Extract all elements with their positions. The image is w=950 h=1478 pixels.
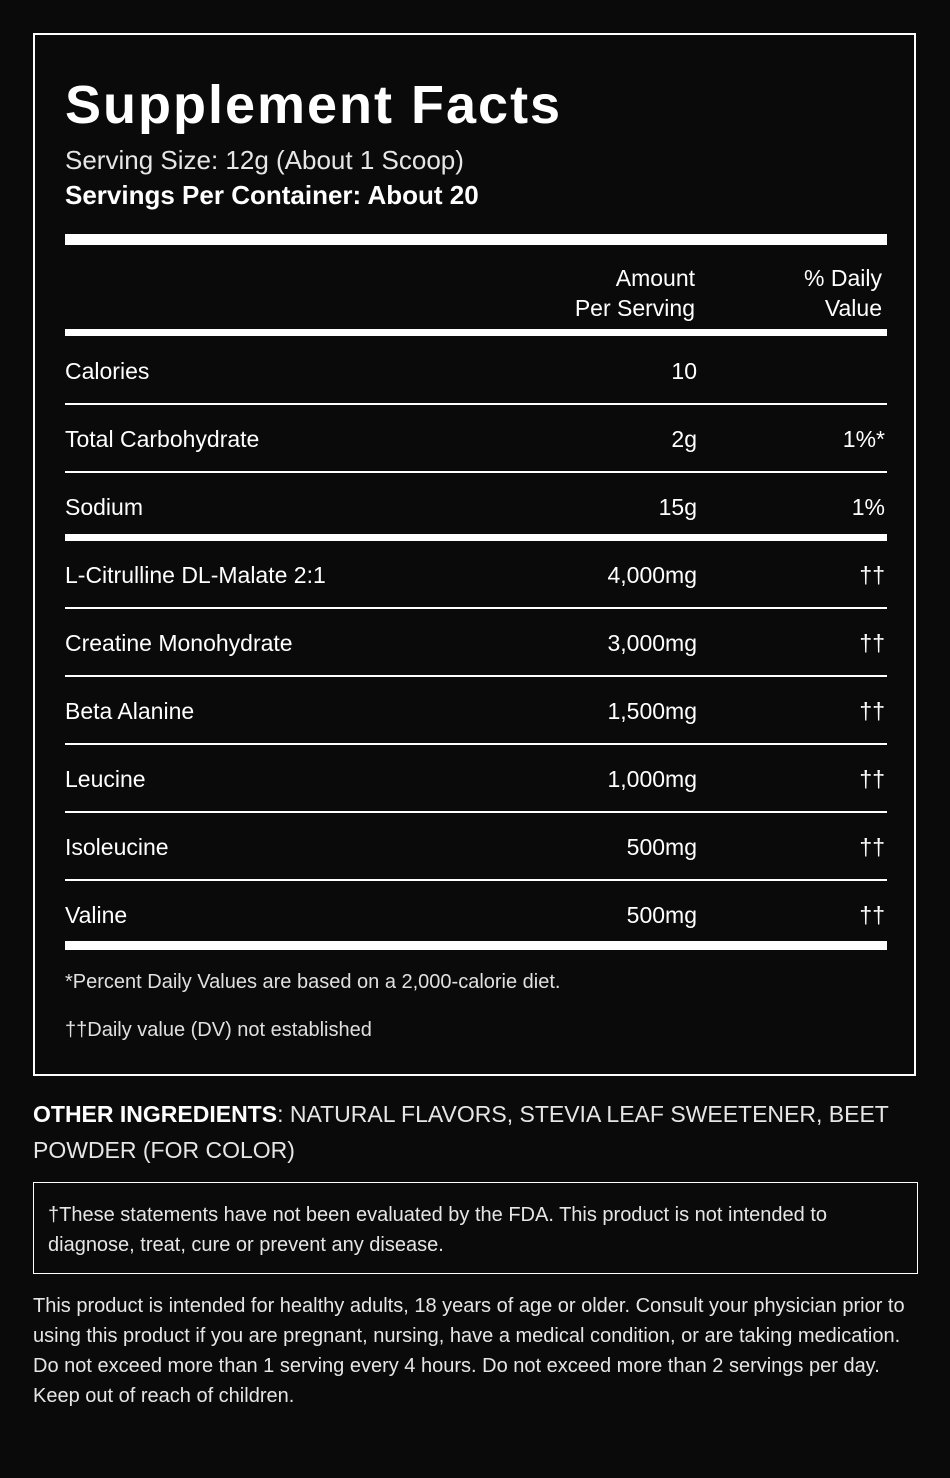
nutrient-name: Total Carbohydrate <box>65 426 260 452</box>
row-divider <box>65 471 887 473</box>
nutrient-row <box>65 474 887 540</box>
nutrient-dv: †† <box>859 562 885 588</box>
nutrient-amount: 1,500mg <box>607 698 697 724</box>
nutrient-dv: †† <box>859 766 885 792</box>
nutrient-row <box>65 678 887 744</box>
nutrient-row <box>65 406 887 472</box>
other-ingredients-text: : NATURAL FLAVORS, STEVIA LEAF SWEETENER, BEET POWDER (FOR COLOR) <box>33 1101 889 1163</box>
header-dv-line2: Value <box>824 295 882 321</box>
other-ingredients <box>33 1096 923 1168</box>
nutrient-row <box>65 882 887 948</box>
section-divider <box>65 534 887 541</box>
supplement-facts-panel <box>33 33 916 1076</box>
nutrient-amount: 15g <box>658 494 697 520</box>
row-divider <box>65 743 887 745</box>
nutrient-row <box>65 542 887 608</box>
nutrient-dv: †† <box>859 834 885 860</box>
row-divider <box>65 403 887 405</box>
dagger-footnote: ††Daily value (DV) not established <box>65 1019 372 1041</box>
header-dv-line1: % Daily <box>804 265 882 291</box>
nutrient-row <box>65 610 887 676</box>
row-divider <box>65 879 887 881</box>
thick-divider-bottom <box>65 941 887 950</box>
nutrient-dv: 1% <box>851 494 885 520</box>
daily-value-header <box>804 263 882 323</box>
nutrient-row <box>65 746 887 812</box>
nutrient-name: Isoleucine <box>65 834 169 860</box>
nutrient-amount: 1,000mg <box>607 766 697 792</box>
nutrient-name: L-Citrulline DL-Malate 2:1 <box>65 562 326 588</box>
nutrient-dv: †† <box>859 902 885 928</box>
nutrient-name: Sodium <box>65 494 143 520</box>
servings-per-container: Servings Per Container: About 20 <box>65 180 479 210</box>
nutrient-name: Leucine <box>65 766 146 792</box>
serving-size: Serving Size: 12g (About 1 Scoop) <box>65 145 464 175</box>
nutrient-amount: 500mg <box>626 902 697 928</box>
nutrient-dv: 1%* <box>842 426 885 452</box>
header-divider <box>65 329 887 336</box>
nutrient-row <box>65 814 887 880</box>
nutrient-amount: 10 <box>671 358 697 384</box>
other-ingredients-label: OTHER INGREDIENTS <box>33 1101 278 1127</box>
nutrient-name: Valine <box>65 902 128 928</box>
header-amount-line2: Per Serving <box>574 295 695 321</box>
fda-disclaimer-box <box>33 1182 918 1274</box>
warning-text: This product is intended for healthy adults, 18 years of age or older. Consult your physician prior to using this product if you are pregnant, nursing, have a medical condition, or are taking medication. Do not exceed more than 1 serving every 4 hours. Do not exceed more than 2 servings per day. Keep out of reach of children. <box>33 1295 905 1407</box>
header-amount-line1: Amount <box>615 265 695 291</box>
nutrient-amount: 4,000mg <box>607 562 697 588</box>
nutrient-dv: †† <box>859 698 885 724</box>
row-divider <box>65 607 887 609</box>
nutrient-name: Beta Alanine <box>65 698 195 724</box>
nutrient-name: Creatine Monohydrate <box>65 630 293 656</box>
percent-daily-footnote: *Percent Daily Values are based on a 2,000-calorie diet. <box>65 971 561 993</box>
nutrient-dv: †† <box>859 630 885 656</box>
nutrient-amount: 2g <box>671 426 697 452</box>
panel-title: Supplement Facts <box>65 75 563 135</box>
row-divider <box>65 811 887 813</box>
thick-divider <box>65 234 887 245</box>
nutrient-amount: 3,000mg <box>607 630 697 656</box>
row-divider <box>65 675 887 677</box>
fda-disclaimer-text: †These statements have not been evaluated by the FDA. This product is not intended to diagnose, treat, cure or prevent any disease. <box>48 1204 828 1256</box>
nutrient-row <box>65 338 887 404</box>
amount-per-serving-header <box>575 263 695 323</box>
nutrient-name: Calories <box>65 358 150 384</box>
nutrient-amount: 500mg <box>626 834 697 860</box>
